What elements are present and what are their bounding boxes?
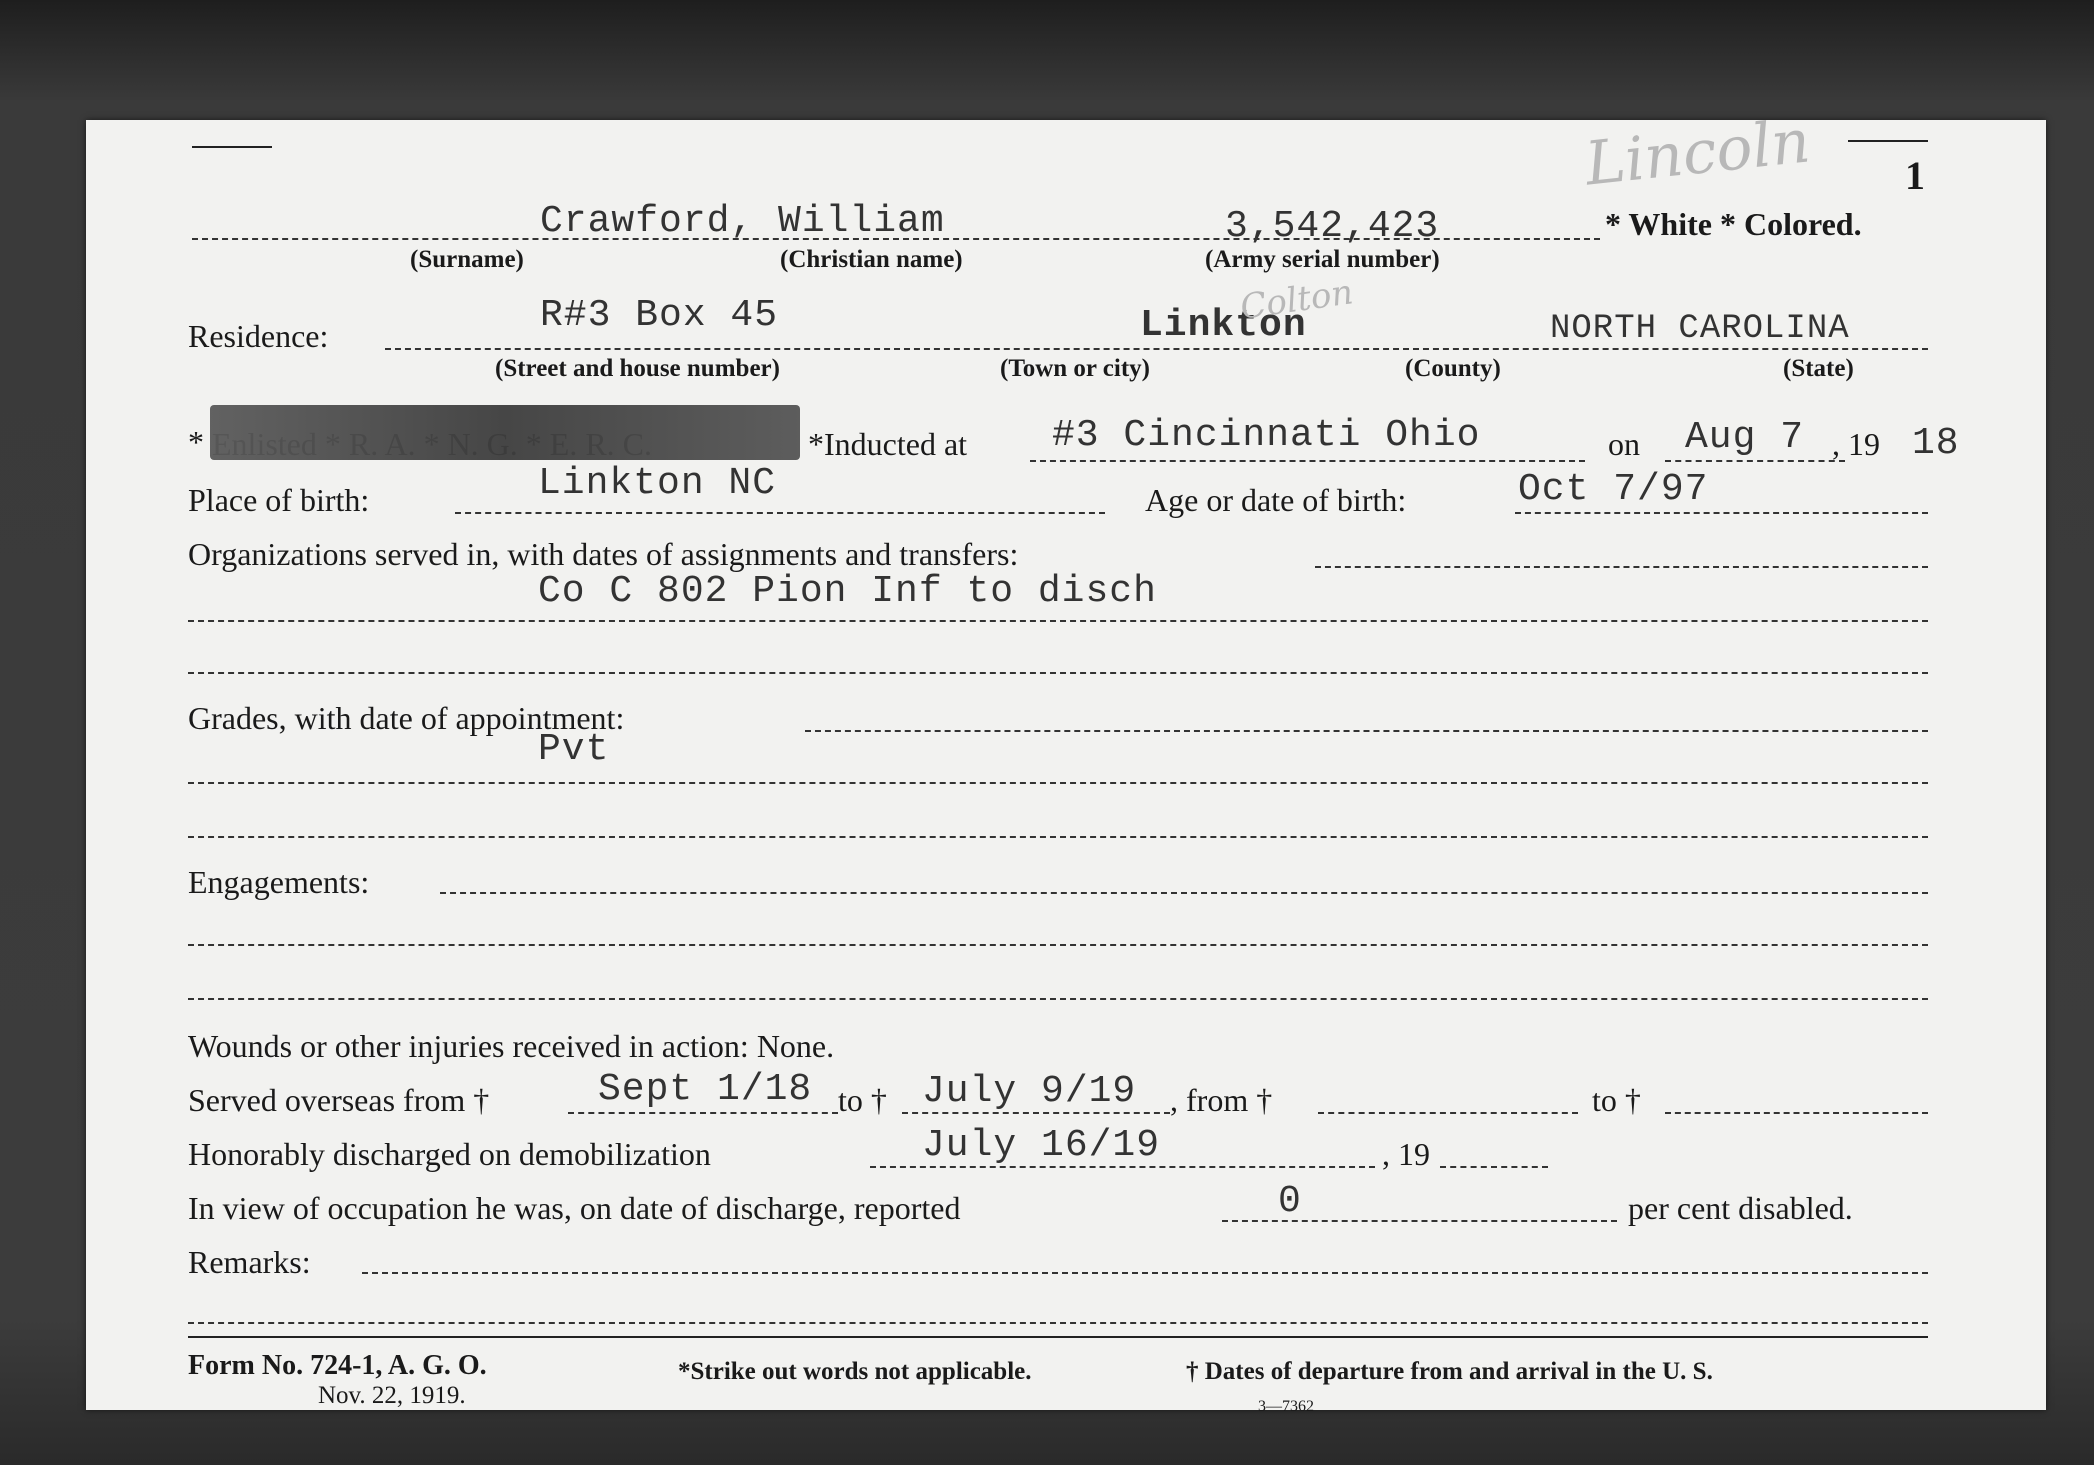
- handwritten-county: Colton: [1237, 272, 1356, 328]
- card-number: 1: [1905, 153, 1925, 198]
- organizations-value: Co C 802 Pion Inf to disch: [538, 570, 1157, 613]
- engagements-line-2: [188, 998, 1928, 1000]
- engagements-label: Engagements:: [188, 864, 370, 900]
- inducted-year-prefix: , 19: [1832, 426, 1880, 462]
- inducted-place: #3 Cincinnati Ohio: [1052, 414, 1481, 457]
- surname-caption: (Surname): [410, 246, 524, 273]
- form-number: Form No. 724-1, A. G. O.: [188, 1350, 487, 1381]
- overseas-from2-label: , from †: [1170, 1082, 1273, 1118]
- residence-town: Linkton: [1140, 304, 1307, 347]
- name-value: Crawford, William: [540, 200, 945, 243]
- remarks-line-1: [188, 1322, 1928, 1324]
- induction-line: [1030, 460, 1585, 462]
- overseas-from2-line: [1318, 1112, 1578, 1114]
- overseas-to1: July 9/19: [922, 1070, 1137, 1113]
- state-caption: (State): [1783, 355, 1854, 382]
- top-right-rule: [1848, 140, 1928, 142]
- discharge-date: July 16/19: [922, 1124, 1161, 1167]
- disability-value: 0: [1278, 1180, 1302, 1223]
- discharge-year-label: , 19: [1382, 1136, 1430, 1172]
- inducted-date: Aug 7: [1685, 416, 1805, 459]
- residence-street: R#3 Box 45: [540, 294, 779, 337]
- grades-line-2: [188, 836, 1928, 838]
- residence-line: [385, 348, 1928, 350]
- birth-date-line: [1515, 512, 1928, 514]
- wounds-label: Wounds or other injuries received in action: None.: [188, 1028, 835, 1064]
- town-caption: (Town or city): [1000, 355, 1150, 382]
- christian-caption: (Christian name): [780, 246, 963, 273]
- overseas-label: Served overseas from †: [188, 1082, 490, 1118]
- birth-place-line: [455, 512, 1105, 514]
- race-options: * White * Colored.: [1605, 206, 1862, 242]
- inducted-on-label: on: [1608, 426, 1640, 462]
- overseas-from1: Sept 1/18: [598, 1068, 813, 1111]
- engagements-line-1: [188, 944, 1928, 946]
- handwritten-corner-note: Lincoln: [1581, 106, 1814, 200]
- birth-date-label: Age or date of birth:: [1145, 482, 1407, 518]
- disability-suffix: per cent disabled.: [1628, 1190, 1853, 1226]
- birth-place-value: Linkton NC: [538, 462, 777, 505]
- residence-label: Residence:: [188, 318, 329, 354]
- form-date: Nov. 22, 1919.: [318, 1382, 466, 1409]
- organizations-line-2: [188, 672, 1928, 674]
- print-code: 3—7362: [1258, 1398, 1314, 1415]
- footer-rule: [188, 1336, 1928, 1338]
- remarks-line-0: [362, 1272, 1928, 1274]
- induction-date-line: [1665, 460, 1845, 462]
- disability-label: In view of occupation he was, on date of discharge, reported: [188, 1190, 961, 1226]
- inducted-year-suffix: 18: [1912, 422, 1960, 465]
- birth-place-label: Place of birth:: [188, 482, 370, 518]
- redaction-bar: [210, 405, 800, 460]
- grades-value: Pvt: [538, 728, 610, 771]
- organizations-line-1: [188, 620, 1928, 622]
- grades-line-0: [805, 730, 1928, 732]
- overseas-from1-line: [568, 1112, 838, 1114]
- dates-note: † Dates of departure from and arrival in the U. S.: [1186, 1358, 1713, 1385]
- grades-label: Grades, with date of appointment:: [188, 700, 625, 736]
- overseas-to2-label: to †: [1592, 1082, 1641, 1118]
- induction-star: *: [188, 424, 204, 460]
- overseas-to2-line: [1665, 1112, 1928, 1114]
- street-caption: (Street and house number): [495, 355, 780, 382]
- remarks-label: Remarks:: [188, 1244, 311, 1280]
- inducted-label: *Inducted at: [808, 426, 968, 462]
- serial-value: 3,542,423: [1225, 205, 1440, 248]
- overseas-to1-label: to †: [838, 1082, 887, 1118]
- top-left-rule: [192, 146, 272, 148]
- organizations-label: Organizations served in, with dates of assignments and transfers:: [188, 536, 1019, 572]
- discharge-year-line: [1440, 1166, 1548, 1168]
- organizations-line-0: [1315, 566, 1928, 568]
- discharge-label: Honorably discharged on demobilization: [188, 1136, 711, 1172]
- birth-date-value: Oct 7/97: [1518, 468, 1709, 511]
- residence-state: NORTH CAROLINA: [1550, 310, 1850, 348]
- county-caption: (County): [1405, 355, 1501, 382]
- engagements-line-0: [440, 892, 1928, 894]
- strike-note: *Strike out words not applicable.: [678, 1358, 1032, 1385]
- grades-line-1: [188, 782, 1928, 784]
- serial-caption: (Army serial number): [1205, 246, 1440, 273]
